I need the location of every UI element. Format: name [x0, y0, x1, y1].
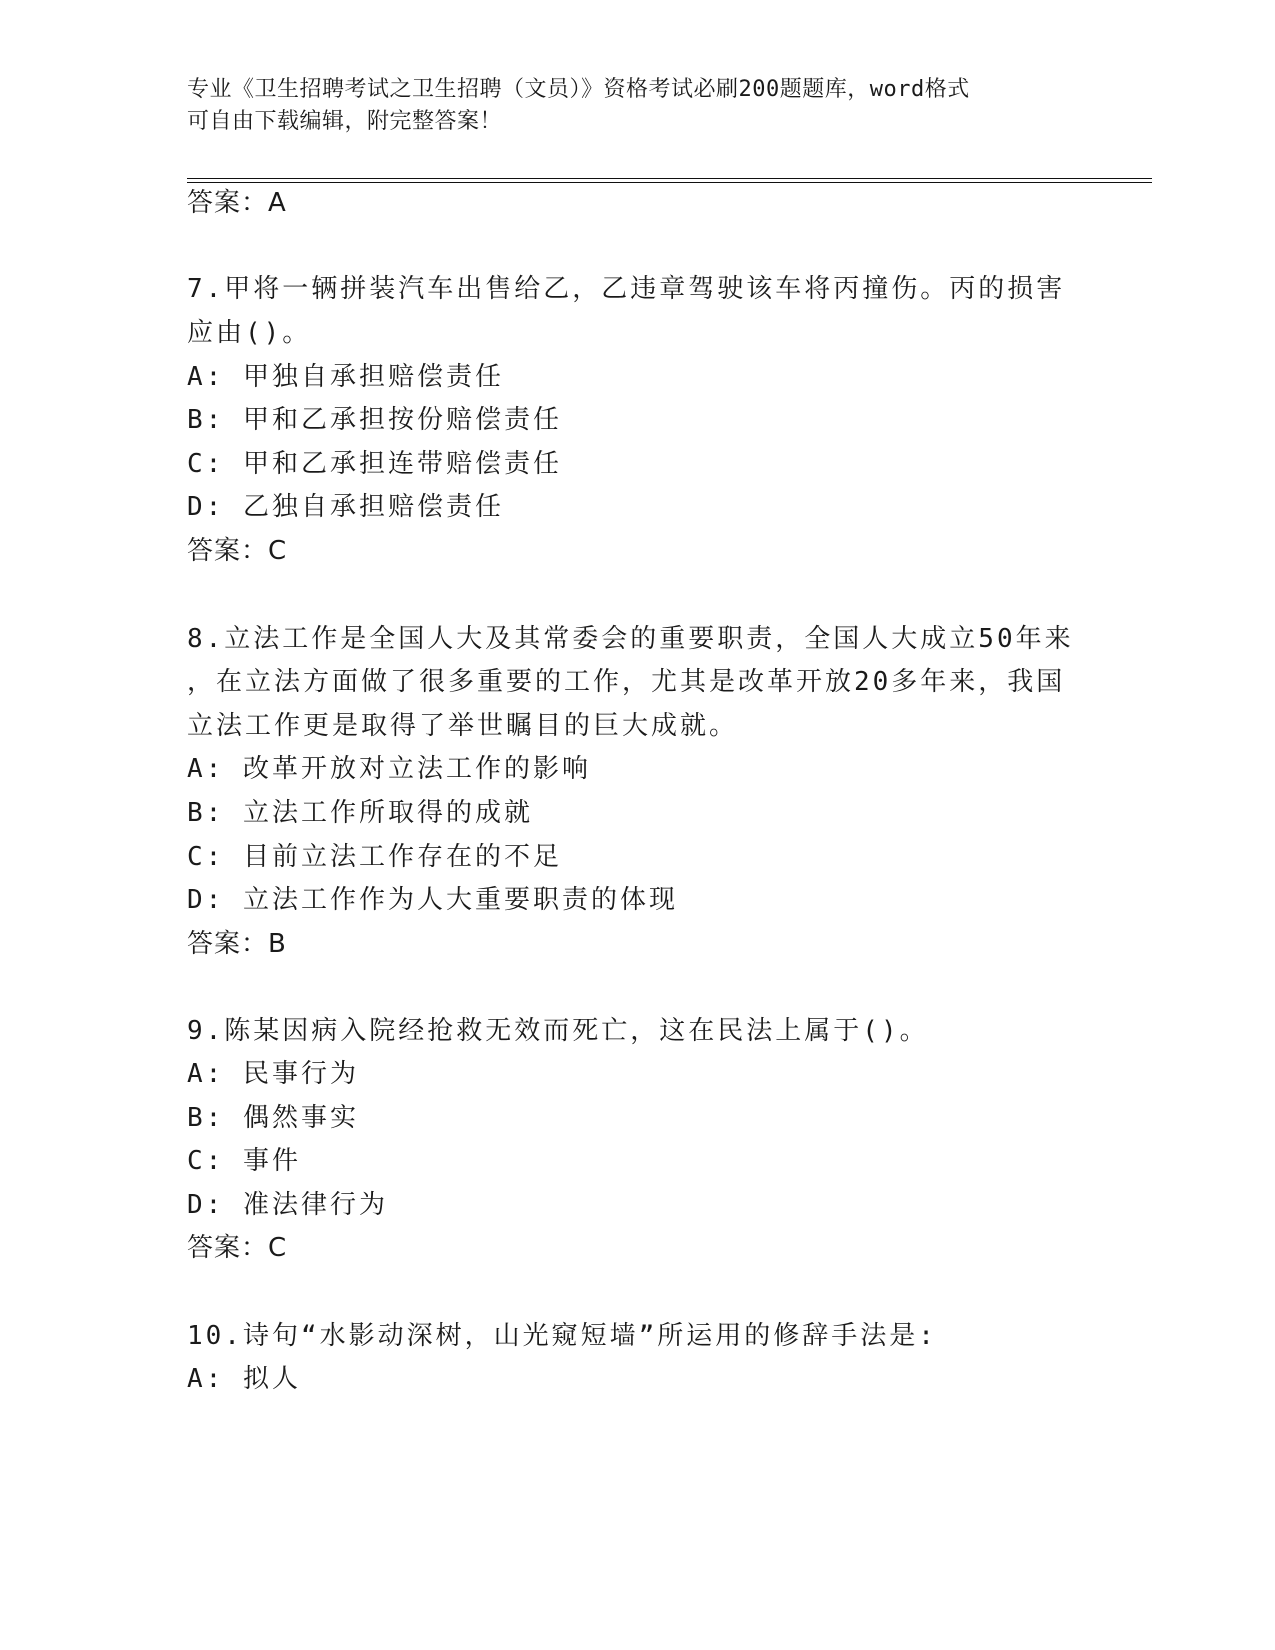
question-9-answer: 答案：C [187, 1233, 288, 1263]
question-10-stem-line-1: 10.诗句“水影动深树，山光窥短墙”所运用的修辞手法是: [187, 1321, 937, 1351]
question-7-option-c: C: 甲和乙承担连带赔偿责任 [187, 449, 562, 479]
question-8-stem-line-2: ，在立法方面做了很多重要的工作，尤其是改革开放20多年来，我国 [187, 667, 1066, 697]
question-8-option-a: A: 改革开放对立法工作的影响 [187, 754, 591, 784]
question-7-answer: 答案：C [187, 536, 288, 566]
question-7-stem-line-1: 7.甲将一辆拼装汽车出售给乙，乙违章驾驶该车将丙撞伤。丙的损害 [187, 274, 1066, 304]
header-line-1: 专业《卫生招聘考试之卫生招聘（文员）》资格考试必刷200题题库，word格式 [187, 77, 970, 102]
header-divider-top [187, 178, 1152, 179]
question-7-option-a: A: 甲独自承担赔偿责任 [187, 362, 504, 392]
question-9-option-b: B: 偶然事实 [187, 1103, 359, 1133]
question-8-stem-line-1: 8.立法工作是全国人大及其常委会的重要职责，全国人大成立50年来 [187, 624, 1074, 654]
question-9-option-a: A: 民事行为 [187, 1059, 359, 1089]
header-divider-bottom [187, 182, 1152, 183]
question-7-option-b: B: 甲和乙承担按份赔偿责任 [187, 405, 562, 435]
header-line-2: 可自由下载编辑，附完整答案！ [187, 109, 503, 134]
question-9-stem-line-1: 9.陈某因病入院经抢救无效而死亡，这在民法上属于()。 [187, 1016, 929, 1046]
question-9-option-d: D: 准法律行为 [187, 1190, 388, 1220]
question-7-option-d: D: 乙独自承担赔偿责任 [187, 492, 504, 522]
answer-line: 答案：A [187, 188, 287, 218]
question-8-option-c: C: 目前立法工作存在的不足 [187, 842, 562, 872]
question-8-stem-line-3: 立法工作更是取得了举世瞩目的巨大成就。 [187, 711, 739, 741]
question-9-option-c: C: 事件 [187, 1146, 301, 1176]
question-8-answer: 答案：B [187, 929, 287, 959]
question-7-stem-line-2: 应由()。 [187, 318, 312, 348]
document-header [187, 74, 1087, 138]
question-8-option-d: D: 立法工作作为人大重要职责的体现 [187, 885, 678, 915]
question-10-option-a: A: 拟人 [187, 1364, 301, 1394]
question-8-option-b: B: 立法工作所取得的成就 [187, 798, 533, 828]
